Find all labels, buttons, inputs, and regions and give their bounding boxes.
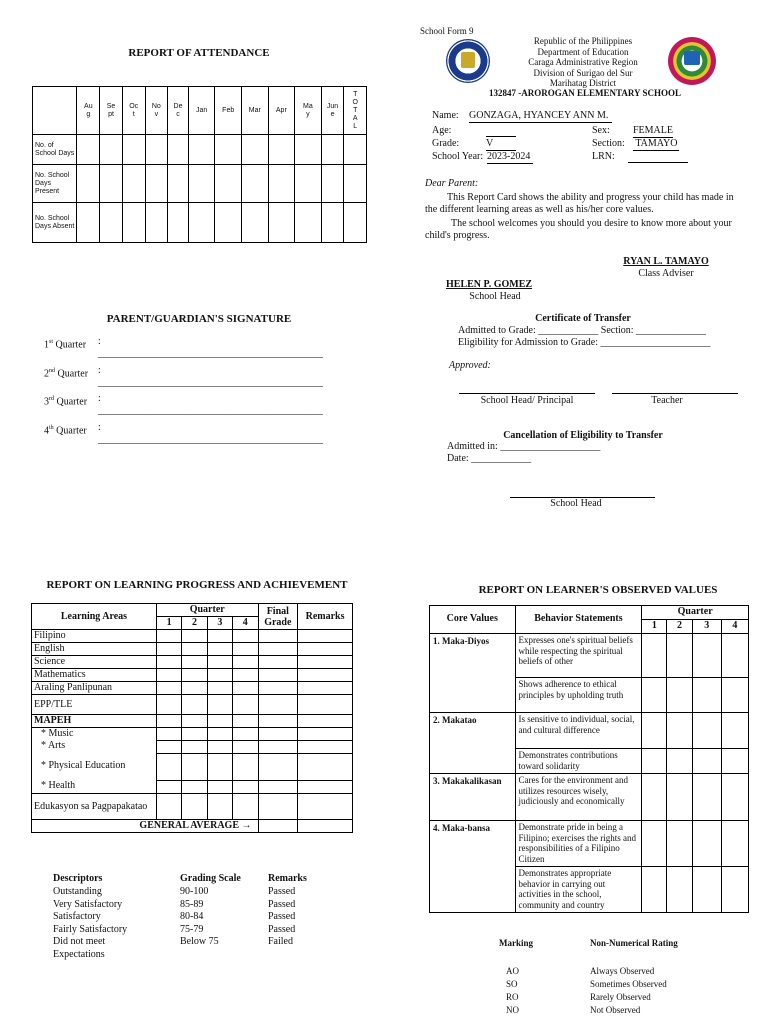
letter-paragraph-2: The school welcomes you should you desire to know more about your child's progress. <box>425 218 732 241</box>
col-remarks: Remarks <box>298 604 353 630</box>
marking-row: SO Sometimes Observed <box>506 979 667 989</box>
adviser-role: Class Adviser <box>638 268 694 279</box>
core-makakalikasan: 3. Makakalikasan <box>430 774 516 821</box>
attendance-title: REPORT OF ATTENDANCE <box>128 47 270 59</box>
student-sex: FEMALE <box>633 125 673 136</box>
marking-row: RO Rarely Observed <box>506 992 651 1002</box>
area-mathematics: Mathematics <box>32 669 157 682</box>
head-block <box>446 279 544 303</box>
approved-label: Approved: <box>449 360 491 371</box>
behavior-statement: Expresses one's spiritual beliefs while respecting the spiritual beliefs of other <box>515 634 642 678</box>
certificate-eligibility: Eligibility for Admission to Grade: ______________________ <box>458 337 711 348</box>
sy-label: School Year: <box>432 151 484 162</box>
parent-q4[interactable]: 4th Quarter : _____________________________________________ <box>44 422 323 445</box>
learning-title: REPORT ON LEARNING PROGRESS AND ACHIEVEMENT <box>46 579 348 591</box>
area-esp: Edukasyon sa Pagpapakatao <box>32 794 157 820</box>
month-jan: Jan <box>188 87 215 135</box>
parent-q3[interactable]: 3rd Quarter : _____________________________________________ <box>44 393 323 416</box>
parent-q1[interactable]: 1st Quarter : _____________________________________________ <box>44 336 323 359</box>
col-values-quarter: Quarter <box>642 606 749 620</box>
section-label: Section: <box>592 138 625 149</box>
lrn-label: LRN: <box>592 151 615 162</box>
month-aug: Aug <box>77 87 100 135</box>
month-may: May <box>295 87 322 135</box>
behavior-statement: Demonstrates appropriate behavior in carrying out activities in the school, community and country <box>515 867 642 913</box>
cancellation-sig: School Head <box>550 498 602 509</box>
row-school-days: No. of School Days <box>33 135 77 165</box>
school-name: 132847 -AROROGAN ELEMENTARY SCHOOL <box>489 88 681 98</box>
descriptor-row: Very Satisfactory 85-89 Passed <box>53 898 296 910</box>
core-maka-diyos: 1. Maka-Diyos <box>430 634 516 713</box>
school-year: 2023-2024 <box>487 151 533 164</box>
student-name: GONZAGA, HYANCEY ANN M. <box>469 110 612 123</box>
col-final-grade: Final Grade <box>258 604 298 630</box>
sex-label: Sex: <box>592 125 610 136</box>
row-days-absent: No. School Days Absent <box>33 203 77 243</box>
col-core-values: Core Values <box>430 606 516 634</box>
student-lrn <box>628 151 688 163</box>
school-logo-icon <box>668 37 716 85</box>
marking-row: NO Not Observed <box>506 1005 641 1015</box>
general-average-label: GENERAL AVERAGE → <box>32 820 259 833</box>
learning-table: Learning Areas Quarter Final Grade Remarks 1 2 3 4 Filipino English Science Mathematics Araling Panlipunan EPP/TLE MAPEH * Music * Arts * Physical Education * Health Edukasyon sa Pagpapakatao GENERAL AVERAGE → <box>31 603 353 833</box>
area-filipino: Filipino <box>32 630 157 643</box>
behavior-statement: Is sensitive to individual, social, and cultural difference <box>515 713 642 749</box>
certificate-title: Certificate of Transfer <box>535 313 631 324</box>
student-section: TAMAYO <box>633 138 678 149</box>
marking-row: AO Always Observed <box>506 966 655 976</box>
grade-label: Grade: <box>432 138 460 149</box>
cancellation-title: Cancellation of Eligibility to Transfer <box>503 430 663 441</box>
month-nov: Nov <box>145 87 168 135</box>
behavior-statement: Demonstrate pride in being a Filipino; exercises the rights and responsibilities of a Filipino Citizen <box>515 821 642 867</box>
cancellation-admitted: Admitted in: ____________________ <box>447 441 601 452</box>
descriptor-row: Satisfactory 80-84 Passed <box>53 911 296 922</box>
month-feb: Feb <box>215 87 242 135</box>
parent-q2[interactable]: 2nd Quarter : _____________________________________________ <box>44 365 323 388</box>
core-maka-bansa: 4. Maka-bansa <box>430 821 516 913</box>
certificate-admitted: Admitted to Grade: ____________ Section: ______________ <box>458 325 707 336</box>
sig-school-head-principal: School Head/ Principal <box>480 395 574 406</box>
behavior-statement: Shows adherence to ethical principles by upholding truth <box>515 678 642 713</box>
letter-paragraph-1: This Report Card shows the ability and progress your child has made in the different learning areas as well as his/her core values. <box>425 192 734 215</box>
sig-teacher: Teacher <box>651 395 683 406</box>
month-total: TOTAL <box>344 87 367 135</box>
month-dec: Dec <box>168 87 189 135</box>
age-label: Age: <box>432 125 452 136</box>
col-quarter: Quarter <box>156 604 258 617</box>
month-oct: Oct <box>122 87 145 135</box>
mapeh-components: * Music * Arts * Physical Education * Health <box>32 728 157 794</box>
month-mar: Mar <box>242 87 269 135</box>
area-epp-tle: EPP/TLE <box>32 695 157 715</box>
student-grade: V <box>486 138 516 151</box>
gov-header: Republic of the Philippines Department of Education Caraga Administrative Region Division of Surigao del Sur Marihatag District <box>528 36 638 88</box>
month-june: June <box>321 87 344 135</box>
descriptor-row: Did not meet Below 75 Failed <box>53 936 293 947</box>
values-title: REPORT ON LEARNER'S OBSERVED VALUES <box>478 584 718 596</box>
area-science: Science <box>32 656 157 669</box>
col-behavior: Behavior Statements <box>515 606 642 634</box>
head-name: HELEN P. GOMEZ <box>446 279 533 290</box>
values-table: Core Values Behavior Statements Quarter 1 2 3 4 1. Maka-Diyos Expresses one's spiritual beliefs while respecting the spiritual beliefs of other Shows adherence to ethical principles by upholding truth 2. Makatao Is sensitive to individual, social, and cultural difference Demonstrates contributions toward solidarity 3. Makakalikasan Cares for the environment and utilizes resources wisely, judiciously and economically 4. Maka-bansa Demonstrate pride in being a Filipino; exercises the rights and responsibilities of a Filipino Citizen Demonstrates appropriate behavior in carrying out activities in the school, community and country <box>429 605 749 913</box>
behavior-statement: Demonstrates contributions toward solidarity <box>515 749 642 774</box>
attendance-table <box>32 86 367 243</box>
row-days-present: No. School Days Present <box>33 165 77 203</box>
deped-seal-icon <box>446 39 490 83</box>
student-age <box>486 125 516 137</box>
marking-block: Marking Non-Numerical Rating AO Always Observed SO Sometimes Observed RO Rarely Observed NO Not Observed <box>480 937 760 1017</box>
behavior-statement: Cares for the environment and utilizes resources wisely, judiciously and economically <box>515 774 642 821</box>
head-role: School Head <box>469 291 521 302</box>
descriptor-row: Outstanding 90-100 Passed <box>53 886 296 897</box>
form-label: School Form 9 <box>420 26 474 36</box>
month-apr: Apr <box>268 87 295 135</box>
core-makatao: 2. Makatao <box>430 713 516 774</box>
area-araling-panlipunan: Araling Panlipunan <box>32 682 157 695</box>
col-learning-areas: Learning Areas <box>32 604 157 630</box>
descriptor-row: Fairly Satisfactory 75-79 Passed <box>53 923 296 935</box>
name-label: Name: <box>432 110 459 121</box>
descriptors-block: Descriptors Grading Scale Remarks Outstanding 90-100 Passed Very Satisfactory 85-89 Passed Satisfactory 80-84 Passed Fairly Satisfactory 75-79 Passed Did not meet Below 75 Failed Expectations <box>53 873 353 961</box>
area-english: English <box>32 643 157 656</box>
salutation: Dear Parent: <box>425 178 479 189</box>
parent-signature-title: PARENT/GUARDIAN'S SIGNATURE <box>106 313 292 325</box>
cancellation-date: Date: ____________ <box>447 453 532 464</box>
month-sept: Sept <box>100 87 123 135</box>
adviser-name: RYAN L. TAMAYO <box>623 256 709 267</box>
area-mapeh: MAPEH <box>32 715 157 728</box>
adviser-block <box>600 256 732 280</box>
